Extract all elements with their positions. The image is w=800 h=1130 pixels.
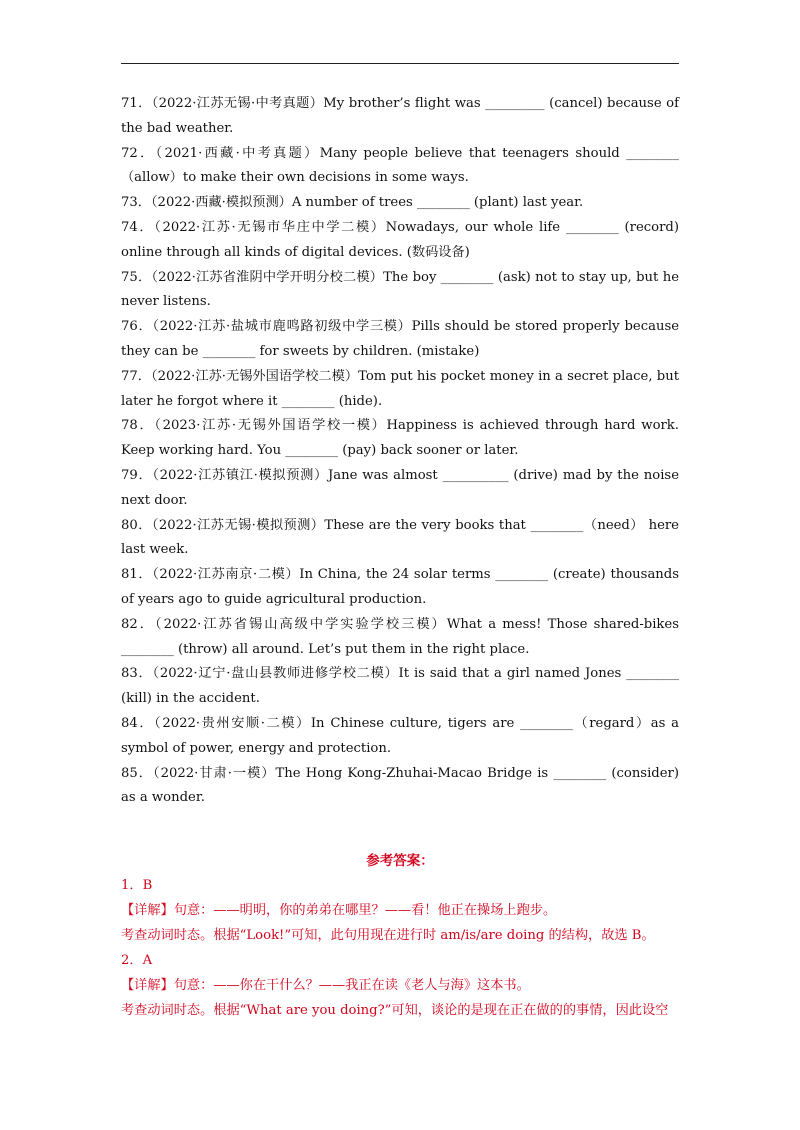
answers-title: 参考答案：: [366, 853, 434, 870]
question-src: （2022·江苏·盐城市鹿鸣路初级中学三模）: [152, 319, 412, 335]
header-rule: [121, 63, 679, 64]
question-src: （2022·贵州安顺·二模）: [154, 715, 311, 731]
question-text: The boy ________ (ask) not to stay up, but he never listens.: [121, 269, 680, 310]
question-num: 74．: [121, 219, 155, 235]
question-item: [121, 762, 679, 812]
question-item: [121, 365, 679, 415]
answer-detail: 【详解】句意：——你在干什么？——我正在读《老人与海》这本书。: [121, 978, 530, 994]
question-num: 80．: [121, 517, 152, 533]
answer-explanation: 考查动词时态。根据“Look!”可知，此句用现在进行时 am/is/are doing 的结构，故选 B。: [121, 928, 655, 944]
answer-number: 1．B: [121, 878, 153, 894]
question-text: In China, the 24 solar terms ________ (create) thousands of years ago to guide agricultural production.: [121, 567, 680, 607]
question-item: [121, 216, 679, 266]
question-item: [121, 191, 679, 216]
answer-number: 2．A: [121, 953, 153, 969]
question-src: （2022·江苏南京·二模）: [152, 567, 300, 583]
question-item: [121, 414, 679, 464]
question-src: （2022·江苏省淮阴中学开明分校二模）: [151, 269, 384, 285]
question-num: 75．: [121, 269, 152, 285]
question-src: （2022·江苏·无锡市华庄中学二模）: [154, 219, 386, 235]
question-num: 78．: [121, 418, 155, 434]
question-text: These are the very books that ________（need） here last week.: [121, 517, 679, 558]
question-num: 84．: [121, 715, 155, 731]
question-item: [121, 464, 679, 514]
question-text: Happiness is achieved through hard work. Keep working hard. You ________ (pay) back sooner or later.: [121, 418, 679, 459]
question-text: What a mess! Those shared-bikes ________ (throw) all around. Let’s put them in the right place.: [121, 616, 679, 657]
question-num: 73．: [121, 195, 151, 211]
question-text: My brother’s flight was _________ (cancel) because of the bad weather.: [121, 96, 679, 136]
question-src: （2023·江苏·无锡外国语学校一模）: [154, 418, 387, 434]
question-src: （2022·江苏无锡·中考真题）: [151, 96, 324, 111]
question-item: [121, 514, 679, 564]
question-src: （2022·江苏·无锡外国语学校二模）: [151, 368, 359, 384]
question-src: （2021·西藏·中考真题）: [155, 145, 320, 161]
question-text: Many people believe that teenagers should ________（allow）to make their own decisions in some ways.: [121, 145, 679, 186]
question-text: Nowadays, our whole life ________ (record) online through all kinds of digital devices. (数码设备): [121, 219, 680, 260]
question-item: [121, 92, 679, 142]
question-src: （2022·甘肃·一模）: [152, 765, 276, 781]
question-src: （2022·江苏镇江·模拟预测）: [152, 467, 328, 483]
question-num: 79．: [121, 467, 153, 483]
question-text: A number of trees ________ (plant) last year.: [291, 195, 584, 211]
question-list: [121, 92, 679, 811]
answer-list: [121, 873, 679, 1023]
question-src: （2022·西藏·模拟预测）: [150, 195, 292, 211]
question-item: [121, 613, 679, 663]
question-text: Jane was almost __________ (drive) mad by the noise next door.: [121, 467, 679, 508]
question-num: 85．: [121, 765, 153, 781]
question-item: [121, 712, 679, 762]
question-num: 77．: [121, 368, 152, 384]
question-src: （2022·辽宁·盘山县教师进修学校二模）: [152, 666, 399, 682]
question-num: 76．: [121, 319, 153, 335]
question-item: [121, 142, 679, 192]
question-item: [121, 266, 679, 316]
question-text: Pills should be stored properly because they can be ________ for sweets by children. (mistake): [121, 319, 680, 359]
question-item: [121, 563, 679, 613]
question-src: （2022·江苏无锡·模拟预测）: [151, 517, 325, 533]
question-text: It is said that a girl named Jones ________ (kill) in the accident.: [121, 666, 680, 707]
question-text: In Chinese culture, tigers are ________（regard）as a symbol of power, energy and protection.: [121, 715, 679, 756]
answer-detail: 【详解】句意：——明明，你的弟弟在哪里？——看！他正在操场上跑步。: [121, 903, 557, 919]
question-text: The Hong Kong-Zhuhai-Macao Bridge is ________ (consider) as a wonder.: [121, 765, 679, 806]
question-num: 83．: [121, 666, 153, 682]
question-num: 81．: [121, 567, 153, 583]
question-num: 82．: [121, 616, 156, 632]
answer-explanation: 考查动词时态。根据“What are you doing?”可知，谈论的是现在正在做的的事情，因此设空: [121, 1003, 669, 1019]
page-content: [121, 92, 679, 1023]
question-item: [121, 662, 679, 712]
question-src: （2022·江苏省锡山高级中学实验学校三模）: [155, 616, 447, 632]
question-text: Tom put his pocket money in a secret place, but later he forgot where it ________ (hide).: [121, 368, 680, 409]
question-item: [121, 315, 679, 365]
question-num: 71．: [121, 96, 152, 111]
question-num: 72．: [121, 145, 156, 161]
